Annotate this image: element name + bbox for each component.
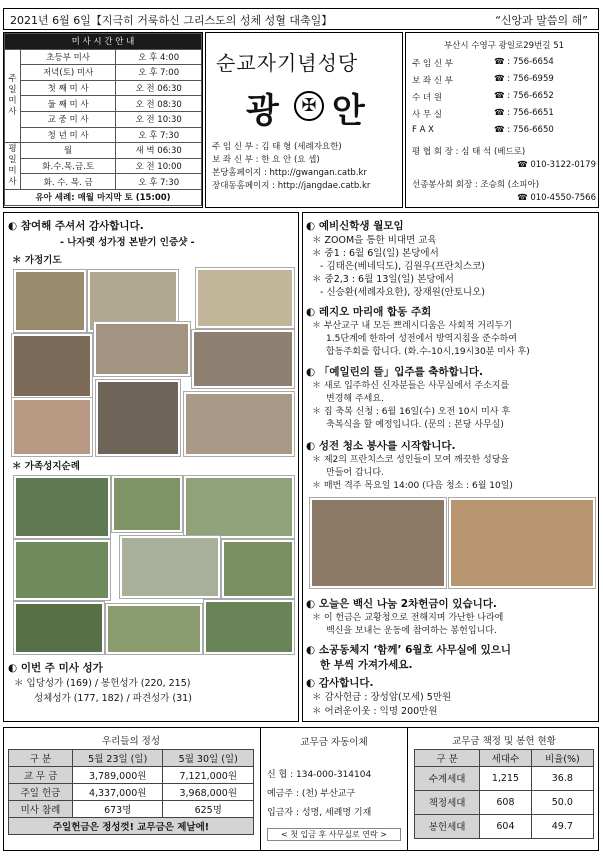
status-head: 구 분 — [415, 749, 480, 766]
transfer-account: 신 협 : 134-000-314104 — [267, 770, 372, 780]
photo-family — [12, 398, 92, 456]
mass-time: 오 전 06:30 — [116, 80, 202, 96]
photo-cleaning — [449, 498, 595, 588]
finance-note: 주일헌금은 정성껏! 교무금은 제날에! — [9, 817, 254, 834]
mass-row: 화. 수. 목. 금 — [21, 174, 116, 190]
status-cell: 1,215 — [480, 766, 531, 790]
header-motto: “신앙과 말씀의 해” — [495, 14, 588, 27]
mass-row: 교 중 미 사 — [21, 111, 116, 127]
status-cell: 책정세대 — [415, 790, 480, 814]
song-line: 성체성가 (177, 182) / 파견성가 (31) — [34, 693, 192, 704]
photo-pilgrimage — [184, 476, 294, 538]
contact-box — [405, 32, 599, 208]
transfer-title: 교무금 자동이체 — [300, 737, 368, 748]
transfer-box — [260, 728, 408, 850]
cleaning-line: ＊ 제2의 프란치스코 성인들이 모여 깨끗한 성당을 — [312, 455, 510, 465]
transfer-depositor: 입금자 : 성명, 세례명 기재 — [267, 808, 372, 818]
yeilin-line: 변경해 주세요. — [326, 394, 384, 404]
yeilin-line: ＊ 새로 입주하신 신자분들은 사무실에서 주소지를 — [312, 381, 510, 391]
yeilin-line: ＊ 집 축복 신청 : 6월 16일(수) 오전 10시 미사 후 — [312, 407, 511, 417]
header-bar — [3, 8, 599, 30]
song-line: ＊ 입당성가 (169) / 봉헌성가 (220, 215) — [14, 678, 191, 689]
jangdae-link[interactable]: 장대동홈페이지 : http://jangdae.catb.kr — [212, 181, 371, 191]
yeilin-line: 축복식을 할 예정입니다. (문의 : 본당 사무실) — [326, 420, 504, 430]
society-tel: ☎ 010-4550-7566 — [517, 193, 596, 203]
cleaning-heading: ◐ 성전 청소 봉사를 시작합니다. — [306, 440, 456, 452]
finance-cell: 주일 헌금 — [9, 783, 73, 800]
bullet-icon: ◐ — [8, 220, 21, 232]
contact-tel: ☎ : 756-6652 — [494, 91, 554, 101]
thanks-offering-heading: ◐ 감사합니다. — [306, 677, 374, 689]
photo-pilgrimage — [112, 476, 182, 532]
society-president: 선종봉사회 회장 : 조승희 (소피아) — [412, 180, 540, 190]
vaccine-line: ＊ 이 헌금은 교황청으로 전해지며 가난한 나라에 — [312, 613, 504, 623]
legio-line: ＊ 부산교구 내 모든 쁘레시디움은 사회적 거리두기 — [312, 321, 513, 331]
photo-family — [14, 270, 86, 332]
mass-time: 오 전 10:00 — [116, 158, 202, 174]
mass-row: 화.수.목.금.토 — [21, 158, 116, 174]
status-head: 비율(%) — [531, 749, 593, 766]
mass-time: 오 전 08:30 — [116, 96, 202, 112]
status-table — [414, 732, 594, 839]
finance-cell: 미사 참례 — [9, 800, 73, 817]
contact-label: 보 좌 신 부 — [412, 76, 453, 86]
seminarian-line: ＊ 중1 : 6월 6일(일) 본당에서 — [312, 248, 439, 259]
status-head: 세대수 — [480, 749, 531, 766]
mass-time: 오 후 7:30 — [116, 127, 202, 143]
mass-title: 미 사 시 간 안 내 — [5, 34, 202, 50]
caption-pilgrimage: ＊ 가족성지순례 — [12, 461, 80, 472]
mass-time: 오 후 7:30 — [116, 174, 202, 190]
status-title: 교무금 책정 및 봉헌 현황 — [452, 736, 556, 748]
mass-time: 새 벽 06:30 — [116, 143, 202, 159]
contact-label: 수 녀 원 — [412, 93, 443, 103]
thanks-heading: ◐ 참여해 주셔서 감사합니다. — [8, 220, 144, 232]
community-heading: ◐ 소공동체지 ‘함께’ 6월호 사무실에 있으니 — [306, 644, 512, 656]
status-cell: 봉헌세대 — [415, 814, 480, 838]
status-cell: 36.8 — [531, 766, 593, 790]
songs-heading: ◐ 이번 주 미사 성가 — [8, 662, 103, 674]
status-cell: 49.7 — [531, 814, 593, 838]
address: 부산시 수영구 광일로29번길 51 — [443, 41, 565, 51]
legio-heading: ◐ 레지오 마리애 합동 주회 — [306, 306, 432, 318]
cross-emblem-icon: ✠ — [294, 91, 324, 121]
photo-pilgrimage — [222, 540, 294, 598]
finance-cell: 3,789,000원 — [72, 766, 163, 783]
legio-line: 합동주회를 합니다. (화.수-10시,19시30분 미사 후) — [326, 347, 530, 357]
photo-family — [192, 330, 294, 388]
paper-title-1: 광 — [246, 91, 279, 131]
mass-time: 오 후 7:00 — [116, 65, 202, 81]
transfer-holder: 예금주 : (천) 부산교구 — [267, 789, 356, 799]
header-date: 2021년 6월 6일【지극히 거룩하신 그리스도의 성체 성혈 대축일】 — [10, 14, 333, 27]
seminarian-line: - 신승환(세례자요한), 장재원(안토니오) — [320, 287, 485, 298]
contact-tel: ☎ : 756-6959 — [494, 74, 554, 84]
finance-table — [8, 732, 254, 835]
status-cell: 수계세대 — [415, 766, 480, 790]
vaccine-line: 백신을 보내는 운동에 참여하는 봉헌입니다. — [326, 626, 497, 636]
parish-name: 순교자기념성당 — [216, 51, 359, 75]
paper-title-2: 안 — [332, 91, 365, 131]
mass-row: 첫 째 미 사 — [21, 80, 116, 96]
thanks-offering-line: ＊ 감사헌금 : 장성암(모세) 5만원 — [312, 692, 452, 703]
mass-row: 저녁(토) 미사 — [21, 65, 116, 81]
bullet-icon: ◐ — [306, 366, 319, 378]
assistant-line: 보 좌 신 부 : 한 요 안 (요 셉) — [212, 155, 320, 165]
mass-row: 청 년 미 사 — [21, 127, 116, 143]
photo-pilgrimage — [14, 540, 110, 600]
bullet-icon: ◐ — [306, 306, 319, 318]
thanks-offering-line: ＊ 어려운이웃 : 익명 200만원 — [312, 706, 438, 717]
community-heading-2: 한 부씩 가져가세요. — [320, 659, 413, 671]
sun-label: 주일미사 — [5, 49, 21, 143]
finance-cell: 4,337,000원 — [72, 783, 163, 800]
pastor-line: 주 임 신 부 : 김 태 형 (세례자요한) — [212, 142, 342, 152]
photo-pilgrimage — [106, 604, 202, 654]
seminarian-line: ＊ 중2,3 : 6월 13일(일) 본당에서 — [312, 274, 454, 285]
mass-row: 초등부 미사 — [21, 49, 116, 65]
mass-time: 오 후 4:00 — [116, 49, 202, 65]
mass-row: 둘 째 미 사 — [21, 96, 116, 112]
thanks-subtitle: - 나자렛 성가정 본받기 인증샷 - — [60, 237, 195, 248]
finance-title: 우리들의 정성 — [101, 736, 161, 748]
homepage-link[interactable]: 본당홈페이지 : http://gwangan.catb.kr — [212, 168, 367, 178]
contact-label: F A X — [412, 125, 434, 135]
status-cell: 604 — [480, 814, 531, 838]
contact-tel: ☎ : 756-6651 — [494, 108, 554, 118]
bullet-icon: ◐ — [306, 677, 319, 689]
photo-cleaning — [310, 498, 446, 588]
finance-cell: 교 무 금 — [9, 766, 73, 783]
photo-family — [12, 334, 92, 398]
finance-head: 구 분 — [9, 749, 73, 766]
bottom-box — [3, 727, 599, 851]
seminarian-line: - 김태은(베네딕도), 김원우(프란치스코) — [320, 261, 485, 272]
mass-time: 오 전 10:30 — [116, 111, 202, 127]
bullet-icon: ◐ — [306, 220, 319, 232]
vaccine-heading: ◐ 오늘은 백신 나눔 2차헌금이 있습니다. — [306, 598, 497, 610]
photo-pilgrimage — [14, 602, 104, 654]
cleaning-line: ＊ 매번 격주 목요일 14:00 (다음 청소 : 6월 10일) — [312, 481, 513, 491]
photo-pilgrimage — [204, 600, 294, 654]
mass-row: 월 — [21, 143, 116, 159]
photo-pilgrimage — [14, 476, 110, 538]
baptism-note: 유아 세례: 매월 마지막 토 (15:00) — [5, 189, 202, 205]
cleaning-line: 만들어 갑니다. — [326, 468, 384, 478]
bullet-icon: ◐ — [306, 440, 319, 452]
transfer-note: < 첫 입금 후 사무실로 연락 > — [267, 828, 401, 841]
photo-family — [94, 322, 190, 376]
council-tel: ☎ 010-3122-0179 — [517, 160, 596, 170]
finance-head: 5월 23일 (일) — [72, 749, 163, 766]
contact-tel: ☎ : 756-6654 — [494, 57, 554, 67]
photo-family — [196, 268, 294, 328]
seminarian-heading: ◐ 예비신학생 월모임 — [306, 220, 404, 232]
photo-pilgrimage — [120, 536, 220, 598]
parish-title-box — [205, 32, 403, 208]
contact-label: 사 무 실 — [412, 110, 443, 120]
photo-family — [96, 380, 180, 456]
finance-head: 5월 30일 (일) — [163, 749, 254, 766]
contact-label: 주 임 신 부 — [412, 59, 453, 69]
finance-cell: 7,121,000원 — [163, 766, 254, 783]
finance-cell: 625명 — [163, 800, 254, 817]
status-cell: 608 — [480, 790, 531, 814]
contact-tel: ☎ : 756-6650 — [494, 125, 554, 135]
bullet-icon: ◐ — [306, 598, 319, 610]
bullet-icon: ◐ — [8, 662, 21, 674]
week-label: 평일미사 — [5, 143, 21, 190]
council-president: 평 협 회 장 : 심 태 석 (베드로) — [412, 147, 526, 157]
caption-prayer: ＊ 가정기도 — [12, 255, 62, 266]
seminarian-line: ＊ ZOOM을 통한 비대면 교육 — [312, 235, 437, 246]
photo-family — [184, 392, 294, 456]
status-cell: 50.0 — [531, 790, 593, 814]
bullet-icon: ◐ — [306, 644, 319, 656]
legio-line: 1.5단계에 한하여 성전에서 방역지침을 준수하여 — [326, 334, 517, 344]
yeilin-heading: ◐ 「예일린의 뜰」입주를 축하합니다. — [306, 366, 483, 378]
mass-schedule — [3, 32, 203, 208]
finance-cell: 673명 — [72, 800, 163, 817]
finance-cell: 3,968,000원 — [163, 783, 254, 800]
